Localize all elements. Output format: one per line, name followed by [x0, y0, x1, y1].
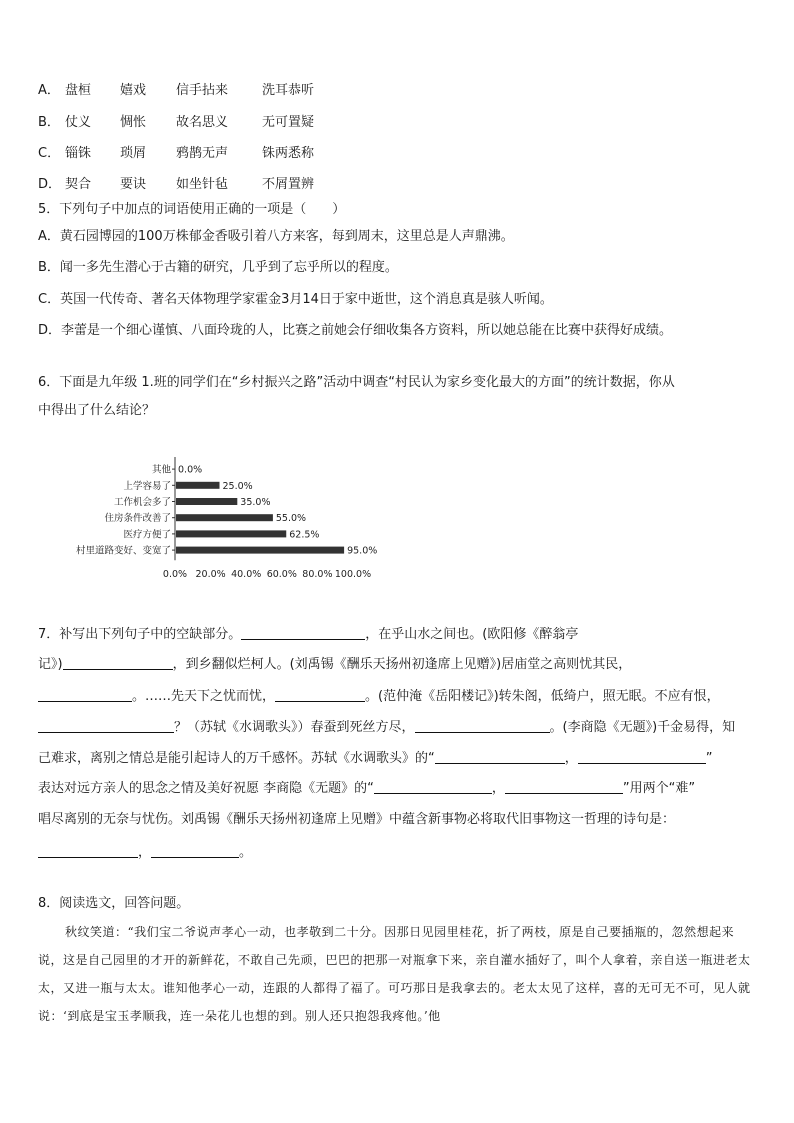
bar	[176, 530, 286, 537]
option-letter: D．	[38, 177, 62, 192]
x-tick-label: 40.0%	[231, 569, 262, 581]
q5-option-a: A．黄石园博园的100万株郁金香吸引着八方来客，每到周末，这里总是人声鼎沸。	[38, 229, 514, 244]
q7-blank	[38, 687, 132, 702]
q7-text: ，到乡翻似烂柯人。(刘禹锡《酬乐天扬州初逢席上见赠》)居庙堂之高则忧其民，	[172, 657, 632, 672]
q7-text: 己难求，离别之情总是能引起诗人的万千感怀。苏轼《水调歌头》的“	[38, 751, 435, 766]
option-word: 惆怅	[120, 115, 147, 130]
x-tick-label: 80.0%	[302, 569, 333, 581]
q5-option-c: C．英国一代传奇、著名天体物理学家霍金3月14日于家中逝世，这个消息真是骇人听闻。	[38, 292, 553, 307]
q7-line6	[38, 779, 695, 798]
passage-text: 秋纹笑道：“我们宝二爷说声孝心一动，也孝敬到二十分。因那日见园里桂花，折了两枝，原是自己要插瓶的，忽然想起来说，这是自己园里的才开的新鲜花，不敢自己先顽，巴巴的把那一对瓶拿下来，亲自灌水插好了，叫个人拿着，亲自送一瓶进老太太，又进一瓶与太太。谁知他孝心一动，连跟的人都得了福了。可巧那日是我拿去的。老太太见了这样，喜的无可无不可，见人就说：‘到底是宝玉孝顺我，连一朵花儿也想的到。别人还只抱怨我疼他。’他	[38, 925, 751, 1023]
option-letter: C．	[38, 146, 61, 161]
q8-passage	[38, 918, 758, 1030]
q7-blank	[505, 779, 623, 794]
q7-text: 记》)	[38, 657, 63, 672]
data-label: 25.0%	[222, 480, 253, 492]
option-word: 铢两悉称	[262, 146, 315, 161]
option-word: 如坐针毡	[176, 177, 229, 192]
q7-blank	[275, 687, 365, 702]
q7-blank	[38, 718, 174, 733]
q7-blank	[63, 655, 173, 670]
q7-line1	[38, 625, 578, 644]
q7-text: 。(范仲淹《岳阳楼记》)转朱阁，低绮户，照无眠。不应有恨，	[365, 689, 720, 704]
q7-blank	[38, 843, 138, 858]
q5-option-d: D．李蕾是一个细心谨慎、八面玲珑的人，比赛之前她会仔细收集各方资料，所以她总能在比赛中获得好成绩。	[38, 323, 673, 338]
q5-stem: 5．下列句子中加点的词语使用正确的一项是（ ）	[38, 202, 346, 217]
q7-line3	[38, 687, 720, 706]
q7-text: ，	[491, 781, 505, 796]
data-label: 95.0%	[347, 545, 378, 557]
q7-blank	[578, 749, 706, 764]
bar	[176, 482, 220, 489]
q8-stem: 8．阅读选文，回答问题。	[38, 896, 190, 911]
q4-option-b	[38, 114, 314, 132]
q7-text: ？（苏轼《水调歌头》）春蚕到死丝方尽，	[174, 720, 415, 735]
q7-text: 7．补写出下列句子中的空缺部分。	[38, 627, 242, 642]
q7-blank	[374, 779, 492, 794]
q7-text: ，在乎山水之间也。(欧阳修《醉翁亭	[365, 627, 579, 642]
option-word: 故名思义	[176, 115, 229, 130]
x-tick-label: 20.0%	[195, 569, 226, 581]
q7-line2	[38, 655, 631, 674]
category-label: 村里道路变好、变宽了	[75, 545, 171, 557]
q7-line4	[38, 718, 735, 737]
option-word: 鸦鹊无声	[176, 146, 229, 161]
q7-line7: 唱尽离别的无奈与忧伤。刘禹锡《酬乐天扬州初逢席上见赠》中蕴含新事物必将取代旧事物这一哲理的诗句是：	[38, 812, 676, 827]
option-letter: B．	[38, 115, 60, 130]
q7-blank	[415, 718, 550, 733]
q7-text: ”	[705, 751, 713, 766]
q4-option-a	[38, 82, 314, 100]
option-word: 嬉戏	[120, 83, 147, 98]
q7-blank	[151, 843, 239, 858]
category-label: 工作机会多了	[113, 497, 171, 508]
q7-blank	[241, 625, 365, 640]
bar	[176, 514, 273, 521]
q5-option-b: B．闻一多先生潜心于古籍的研究，几乎到了忘乎所以的程度。	[38, 260, 398, 275]
q4-option-d	[38, 176, 314, 194]
category-label: 住房条件改善了	[104, 513, 171, 525]
category-label: 医疗方便了	[123, 529, 171, 541]
bar	[176, 547, 344, 554]
category-label: 上学容易了	[123, 480, 171, 492]
x-tick-label: 60.0%	[266, 569, 297, 581]
option-word: 锱铢	[65, 146, 92, 161]
bar-chart	[40, 455, 385, 585]
q7-text: ，	[564, 751, 578, 766]
data-label: 62.5%	[289, 529, 320, 541]
option-word: 洗耳恭听	[262, 83, 315, 98]
option-word: 契合	[65, 177, 92, 192]
data-label: 55.0%	[275, 513, 307, 525]
x-tick-label: 0.0%	[162, 569, 188, 581]
q7-text: ”用两个“难”	[622, 781, 696, 796]
q4-option-c	[38, 145, 314, 163]
option-word: 盘桓	[65, 83, 92, 98]
q7-text: ，	[138, 845, 152, 860]
option-word: 琐屑	[120, 146, 147, 161]
q7-line8	[38, 843, 252, 862]
option-word: 不屑置辨	[262, 177, 315, 192]
q7-line5	[38, 749, 713, 768]
q7-text: 。	[239, 845, 253, 860]
option-word: 要诀	[120, 177, 147, 192]
data-label: 0.0%	[178, 464, 203, 476]
bar	[176, 498, 237, 505]
q7-text: 。(李商隐《无题》)千金易得，知	[549, 720, 736, 735]
option-word: 无可置疑	[262, 115, 315, 130]
q6-stem-line2: 中得出了什么结论？	[38, 403, 156, 418]
x-tick-label: 100.0%	[334, 569, 372, 581]
option-word: 仗义	[65, 115, 92, 130]
option-word: 信手拈来	[176, 83, 229, 98]
q7-text: 表达对远方亲人的思念之情及美好祝愿 李商隐《无题》的“	[38, 781, 374, 796]
q6-stem-line1: 6．下面是九年级 1.班的同学们在“乡村振兴之路”活动中调查“村民认为家乡变化最大的方面”的统计数据，你从	[38, 375, 675, 390]
q7-text: 。……先天下之忧而忧，	[132, 689, 276, 704]
q7-blank	[435, 749, 565, 764]
option-letter: A．	[38, 83, 60, 98]
data-label: 35.0%	[240, 497, 271, 508]
category-label: 其他	[151, 464, 171, 476]
